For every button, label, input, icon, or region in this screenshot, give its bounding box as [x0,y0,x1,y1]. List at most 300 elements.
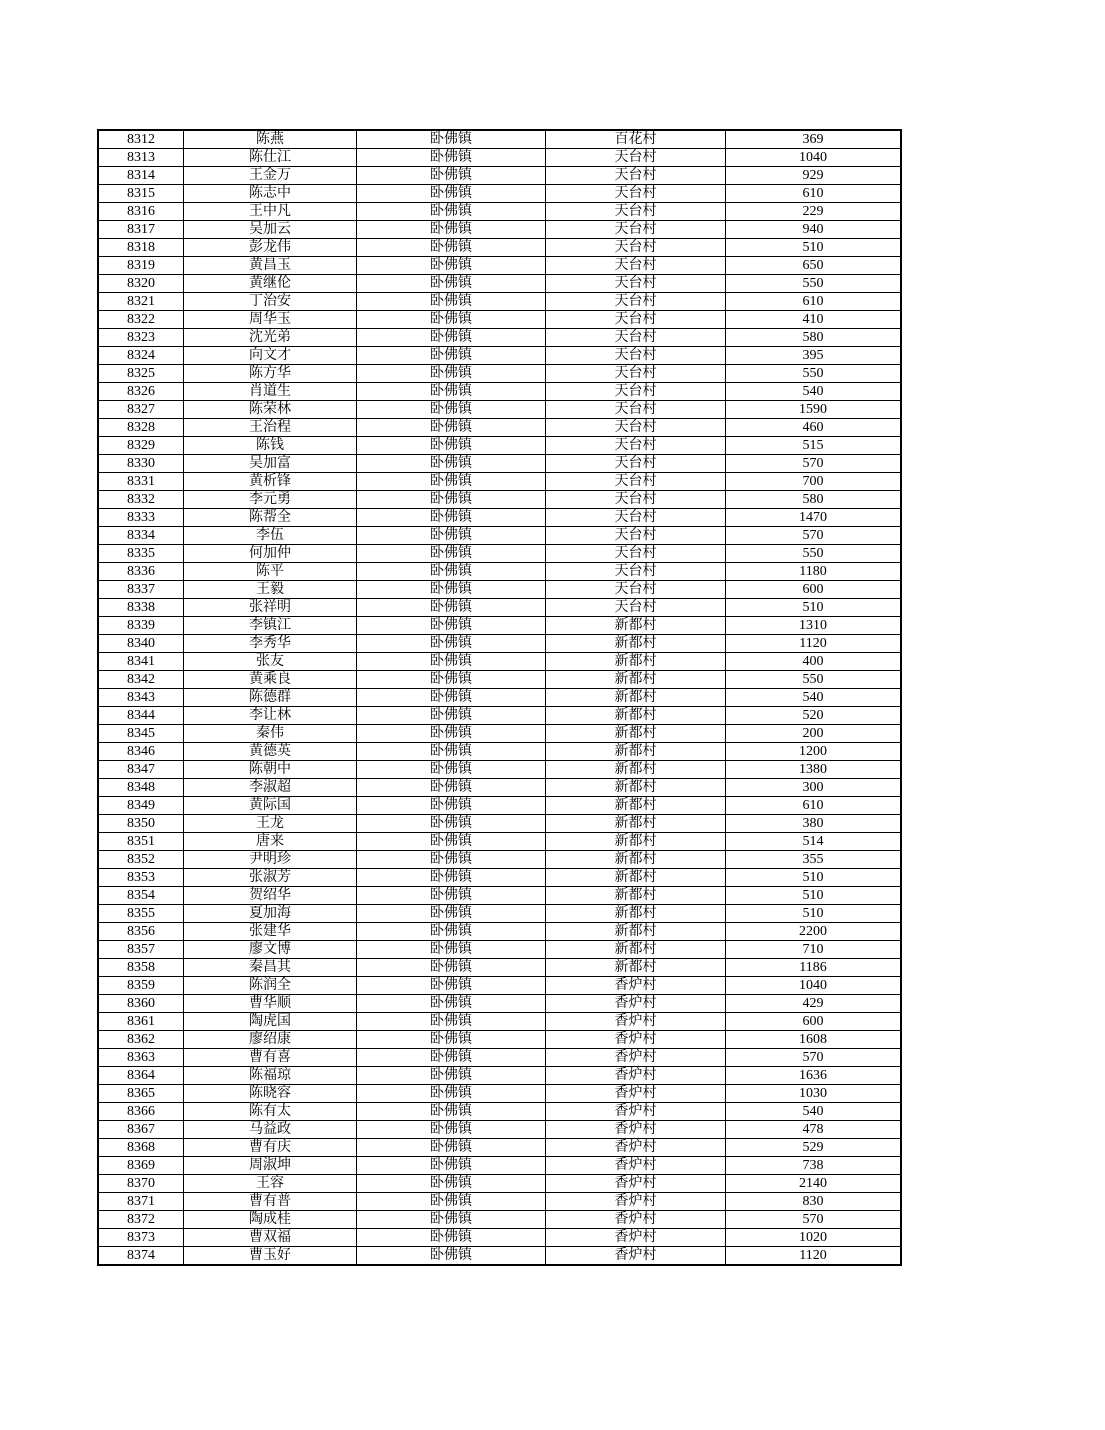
cell-name: 张祥明 [184,599,357,617]
cell-village: 天台村 [546,203,726,221]
cell-id: 8321 [98,293,184,311]
cell-id: 8345 [98,725,184,743]
table-row [98,581,901,599]
cell-id: 8355 [98,905,184,923]
cell-village: 天台村 [546,347,726,365]
cell-town: 卧佛镇 [357,1103,546,1121]
cell-id: 8358 [98,959,184,977]
table-row [98,329,901,347]
table-row [98,761,901,779]
cell-town: 卧佛镇 [357,509,546,527]
table-row [98,923,901,941]
cell-amount: 1186 [726,959,902,977]
cell-village: 天台村 [546,473,726,491]
cell-id: 8328 [98,419,184,437]
cell-town: 卧佛镇 [357,815,546,833]
table-row [98,563,901,581]
table-row [98,617,901,635]
cell-village: 香炉村 [546,1157,726,1175]
table-row [98,167,901,185]
cell-town: 卧佛镇 [357,527,546,545]
table-row [98,833,901,851]
cell-village: 香炉村 [546,1139,726,1157]
cell-name: 黄继伦 [184,275,357,293]
cell-village: 新都村 [546,815,726,833]
cell-id: 8360 [98,995,184,1013]
cell-name: 唐来 [184,833,357,851]
cell-id: 8314 [98,167,184,185]
cell-village: 百花村 [546,130,726,149]
cell-id: 8326 [98,383,184,401]
cell-village: 天台村 [546,419,726,437]
table-row [98,257,901,275]
cell-name: 王毅 [184,581,357,599]
cell-town: 卧佛镇 [357,1049,546,1067]
cell-town: 卧佛镇 [357,130,546,149]
cell-name: 陈仕江 [184,149,357,167]
cell-town: 卧佛镇 [357,1013,546,1031]
cell-village: 香炉村 [546,1193,726,1211]
cell-town: 卧佛镇 [357,1085,546,1103]
table-row [98,203,901,221]
cell-name: 王容 [184,1175,357,1193]
cell-name: 王治程 [184,419,357,437]
cell-name: 曹有普 [184,1193,357,1211]
table-row [98,689,901,707]
cell-name: 肖道生 [184,383,357,401]
cell-name: 黄析锋 [184,473,357,491]
cell-village: 天台村 [546,401,726,419]
cell-village: 新都村 [546,905,726,923]
cell-name: 张建华 [184,923,357,941]
cell-name: 陶虎国 [184,1013,357,1031]
cell-name: 何加仲 [184,545,357,563]
table-row [98,1031,901,1049]
cell-name: 陈晓容 [184,1085,357,1103]
cell-name: 李伍 [184,527,357,545]
cell-town: 卧佛镇 [357,473,546,491]
cell-name: 陈有太 [184,1103,357,1121]
cell-amount: 550 [726,365,902,383]
cell-id: 8351 [98,833,184,851]
cell-id: 8323 [98,329,184,347]
cell-town: 卧佛镇 [357,419,546,437]
cell-town: 卧佛镇 [357,311,546,329]
table-row [98,293,901,311]
table-row [98,995,901,1013]
cell-amount: 940 [726,221,902,239]
cell-amount: 515 [726,437,902,455]
cell-amount: 1180 [726,563,902,581]
cell-amount: 1590 [726,401,902,419]
table-row [98,1049,901,1067]
table-row [98,635,901,653]
cell-village: 天台村 [546,437,726,455]
cell-amount: 1380 [726,761,902,779]
cell-town: 卧佛镇 [357,401,546,419]
cell-town: 卧佛镇 [357,1211,546,1229]
table-row [98,1013,901,1031]
cell-amount: 355 [726,851,902,869]
cell-amount: 1470 [726,509,902,527]
cell-id: 8366 [98,1103,184,1121]
cell-town: 卧佛镇 [357,941,546,959]
table-row [98,1085,901,1103]
cell-village: 天台村 [546,275,726,293]
cell-village: 天台村 [546,311,726,329]
cell-town: 卧佛镇 [357,653,546,671]
cell-name: 周淑坤 [184,1157,357,1175]
cell-amount: 540 [726,383,902,401]
cell-town: 卧佛镇 [357,635,546,653]
cell-id: 8364 [98,1067,184,1085]
cell-village: 新都村 [546,797,726,815]
table-row [98,905,901,923]
cell-town: 卧佛镇 [357,599,546,617]
cell-town: 卧佛镇 [357,257,546,275]
cell-village: 天台村 [546,599,726,617]
cell-village: 新都村 [546,923,726,941]
cell-amount: 738 [726,1157,902,1175]
table-row [98,1157,901,1175]
cell-id: 8335 [98,545,184,563]
cell-village: 天台村 [546,545,726,563]
cell-id: 8343 [98,689,184,707]
cell-amount: 478 [726,1121,902,1139]
table-row [98,941,901,959]
cell-id: 8350 [98,815,184,833]
table-row [98,401,901,419]
cell-town: 卧佛镇 [357,743,546,761]
cell-amount: 369 [726,130,902,149]
cell-village: 香炉村 [546,1085,726,1103]
cell-amount: 610 [726,293,902,311]
cell-village: 天台村 [546,563,726,581]
cell-town: 卧佛镇 [357,491,546,509]
cell-village: 新都村 [546,671,726,689]
cell-amount: 540 [726,689,902,707]
cell-amount: 540 [726,1103,902,1121]
cell-village: 天台村 [546,581,726,599]
cell-village: 新都村 [546,689,726,707]
cell-name: 王金万 [184,167,357,185]
cell-name: 吴加云 [184,221,357,239]
cell-amount: 429 [726,995,902,1013]
cell-amount: 1636 [726,1067,902,1085]
cell-id: 8359 [98,977,184,995]
cell-village: 香炉村 [546,1049,726,1067]
cell-name: 李让林 [184,707,357,725]
table-row [98,1139,901,1157]
cell-village: 天台村 [546,509,726,527]
cell-amount: 229 [726,203,902,221]
cell-amount: 1120 [726,1247,902,1266]
cell-id: 8371 [98,1193,184,1211]
cell-name: 周华玉 [184,311,357,329]
cell-town: 卧佛镇 [357,563,546,581]
cell-amount: 570 [726,1049,902,1067]
cell-id: 8324 [98,347,184,365]
table-row [98,1121,901,1139]
cell-amount: 1310 [726,617,902,635]
cell-town: 卧佛镇 [357,1193,546,1211]
cell-town: 卧佛镇 [357,959,546,977]
table-row [98,797,901,815]
cell-id: 8361 [98,1013,184,1031]
cell-amount: 380 [726,815,902,833]
cell-village: 香炉村 [546,1121,726,1139]
cell-village: 香炉村 [546,995,726,1013]
cell-name: 陈帮全 [184,509,357,527]
cell-name: 彭龙伟 [184,239,357,257]
cell-town: 卧佛镇 [357,869,546,887]
cell-id: 8362 [98,1031,184,1049]
cell-village: 天台村 [546,221,726,239]
cell-town: 卧佛镇 [357,1139,546,1157]
table-row [98,473,901,491]
cell-id: 8331 [98,473,184,491]
cell-id: 8352 [98,851,184,869]
table-row [98,311,901,329]
cell-town: 卧佛镇 [357,347,546,365]
cell-id: 8325 [98,365,184,383]
cell-town: 卧佛镇 [357,707,546,725]
cell-amount: 550 [726,275,902,293]
cell-town: 卧佛镇 [357,1175,546,1193]
cell-town: 卧佛镇 [357,905,546,923]
table-row [98,707,901,725]
cell-town: 卧佛镇 [357,887,546,905]
cell-amount: 570 [726,1211,902,1229]
cell-village: 香炉村 [546,1031,726,1049]
cell-village: 香炉村 [546,1175,726,1193]
cell-id: 8341 [98,653,184,671]
cell-town: 卧佛镇 [357,797,546,815]
cell-name: 李元勇 [184,491,357,509]
table-row [98,149,901,167]
cell-town: 卧佛镇 [357,1121,546,1139]
cell-name: 张友 [184,653,357,671]
cell-town: 卧佛镇 [357,851,546,869]
cell-id: 8369 [98,1157,184,1175]
table-row [98,815,901,833]
cell-id: 8373 [98,1229,184,1247]
cell-village: 新都村 [546,887,726,905]
cell-amount: 400 [726,653,902,671]
cell-amount: 510 [726,905,902,923]
cell-amount: 600 [726,581,902,599]
table-row [98,959,901,977]
cell-village: 天台村 [546,329,726,347]
cell-id: 8316 [98,203,184,221]
table-row [98,1103,901,1121]
cell-town: 卧佛镇 [357,221,546,239]
cell-amount: 2200 [726,923,902,941]
table-row [98,509,901,527]
cell-village: 新都村 [546,833,726,851]
cell-name: 李秀华 [184,635,357,653]
cell-name: 王中凡 [184,203,357,221]
cell-town: 卧佛镇 [357,167,546,185]
cell-id: 8338 [98,599,184,617]
cell-town: 卧佛镇 [357,671,546,689]
table-row [98,455,901,473]
table-row [98,275,901,293]
cell-amount: 300 [726,779,902,797]
table-row [98,977,901,995]
cell-id: 8315 [98,185,184,203]
cell-town: 卧佛镇 [357,149,546,167]
cell-name: 黄际国 [184,797,357,815]
cell-amount: 529 [726,1139,902,1157]
cell-id: 8347 [98,761,184,779]
cell-town: 卧佛镇 [357,1157,546,1175]
cell-town: 卧佛镇 [357,545,546,563]
cell-amount: 510 [726,869,902,887]
table-body [98,130,901,1265]
cell-village: 香炉村 [546,1067,726,1085]
table-row [98,239,901,257]
table-row [98,347,901,365]
cell-town: 卧佛镇 [357,455,546,473]
cell-id: 8365 [98,1085,184,1103]
cell-id: 8336 [98,563,184,581]
cell-name: 马益政 [184,1121,357,1139]
cell-id: 8317 [98,221,184,239]
cell-id: 8333 [98,509,184,527]
table-row [98,437,901,455]
cell-town: 卧佛镇 [357,203,546,221]
cell-id: 8346 [98,743,184,761]
cell-amount: 580 [726,491,902,509]
cell-name: 张淑芳 [184,869,357,887]
cell-amount: 410 [726,311,902,329]
table-row [98,851,901,869]
cell-id: 8320 [98,275,184,293]
cell-id: 8319 [98,257,184,275]
cell-town: 卧佛镇 [357,977,546,995]
table-row [98,671,901,689]
cell-town: 卧佛镇 [357,1247,546,1266]
table-row [98,743,901,761]
cell-amount: 395 [726,347,902,365]
table-row [98,130,901,149]
table-row [98,527,901,545]
cell-amount: 200 [726,725,902,743]
cell-id: 8340 [98,635,184,653]
cell-amount: 929 [726,167,902,185]
cell-town: 卧佛镇 [357,383,546,401]
cell-village: 天台村 [546,167,726,185]
cell-name: 廖文博 [184,941,357,959]
cell-village: 香炉村 [546,1247,726,1266]
table-row [98,1067,901,1085]
cell-id: 8342 [98,671,184,689]
cell-amount: 1040 [726,977,902,995]
table-row [98,1175,901,1193]
cell-name: 陈荣林 [184,401,357,419]
cell-village: 天台村 [546,491,726,509]
cell-name: 曹有喜 [184,1049,357,1067]
cell-town: 卧佛镇 [357,1229,546,1247]
cell-town: 卧佛镇 [357,365,546,383]
cell-amount: 550 [726,671,902,689]
cell-amount: 610 [726,797,902,815]
cell-town: 卧佛镇 [357,437,546,455]
cell-amount: 514 [726,833,902,851]
cell-village: 天台村 [546,185,726,203]
table-row [98,653,901,671]
cell-id: 8334 [98,527,184,545]
cell-name: 陈润全 [184,977,357,995]
cell-amount: 830 [726,1193,902,1211]
cell-amount: 700 [726,473,902,491]
cell-id: 8327 [98,401,184,419]
cell-id: 8332 [98,491,184,509]
cell-name: 曹有庆 [184,1139,357,1157]
cell-town: 卧佛镇 [357,239,546,257]
table-row [98,1211,901,1229]
cell-name: 曹华顺 [184,995,357,1013]
table-row [98,599,901,617]
cell-amount: 2140 [726,1175,902,1193]
cell-name: 沈光弟 [184,329,357,347]
cell-amount: 1040 [726,149,902,167]
cell-id: 8357 [98,941,184,959]
table-row [98,1193,901,1211]
cell-name: 尹明珍 [184,851,357,869]
cell-name: 黄德英 [184,743,357,761]
cell-village: 香炉村 [546,977,726,995]
table-row [98,725,901,743]
cell-id: 8368 [98,1139,184,1157]
cell-village: 新都村 [546,653,726,671]
cell-village: 天台村 [546,365,726,383]
cell-name: 丁治安 [184,293,357,311]
cell-name: 陶成桂 [184,1211,357,1229]
table-row [98,545,901,563]
cell-village: 新都村 [546,707,726,725]
cell-id: 8330 [98,455,184,473]
cell-village: 香炉村 [546,1211,726,1229]
cell-village: 新都村 [546,941,726,959]
cell-name: 陈朝中 [184,761,357,779]
table-row [98,779,901,797]
cell-village: 新都村 [546,743,726,761]
cell-id: 8337 [98,581,184,599]
table-row [98,185,901,203]
cell-name: 向文才 [184,347,357,365]
table-row [98,869,901,887]
cell-amount: 710 [726,941,902,959]
cell-amount: 520 [726,707,902,725]
cell-id: 8339 [98,617,184,635]
cell-village: 天台村 [546,383,726,401]
cell-amount: 550 [726,545,902,563]
cell-village: 新都村 [546,635,726,653]
cell-town: 卧佛镇 [357,761,546,779]
cell-town: 卧佛镇 [357,275,546,293]
cell-town: 卧佛镇 [357,725,546,743]
cell-name: 秦昌其 [184,959,357,977]
cell-amount: 1020 [726,1229,902,1247]
cell-village: 天台村 [546,455,726,473]
cell-town: 卧佛镇 [357,1067,546,1085]
cell-town: 卧佛镇 [357,1031,546,1049]
cell-amount: 1120 [726,635,902,653]
cell-village: 新都村 [546,617,726,635]
cell-village: 新都村 [546,725,726,743]
